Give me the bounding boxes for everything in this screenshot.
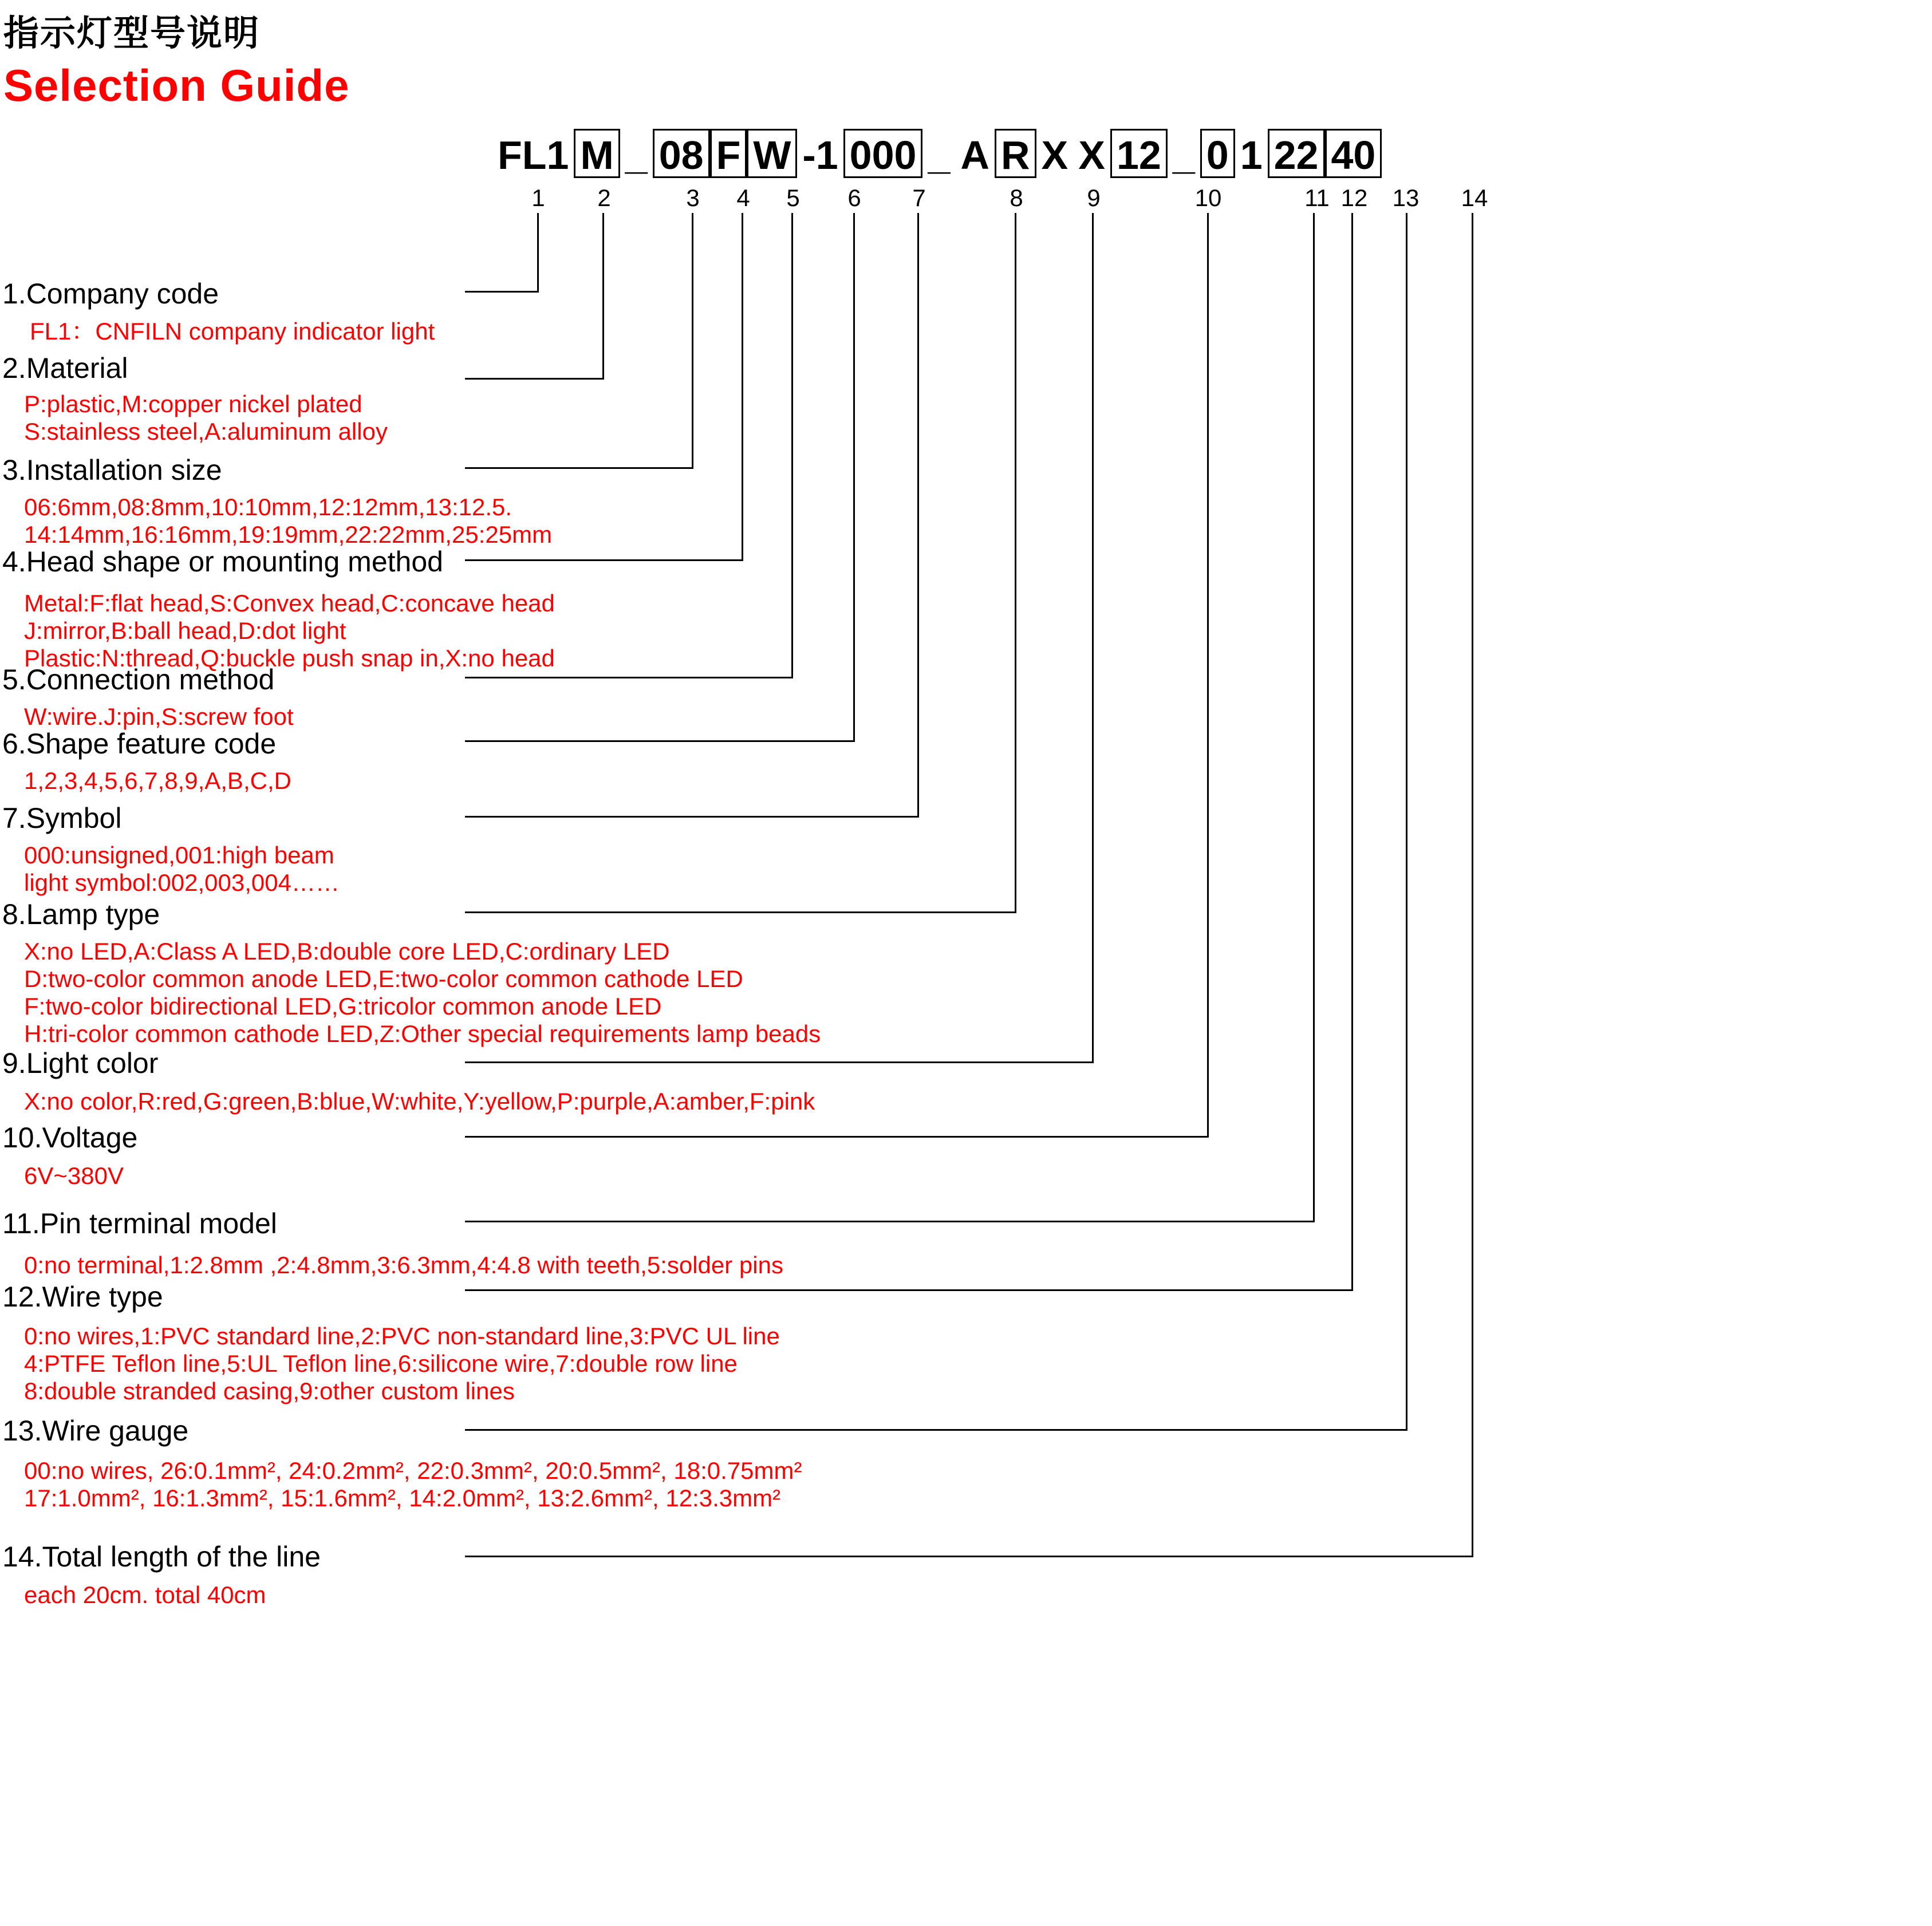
item-10-number: 10. [2, 1122, 42, 1154]
item-1-number: 1. [2, 278, 26, 310]
code-index-14: 14 [1461, 184, 1488, 211]
leader-v-2 [602, 213, 604, 378]
leader-v-12 [1351, 213, 1353, 1289]
code-segment-8: A [960, 133, 989, 177]
code-segment-2: M [574, 129, 620, 178]
leader-v-9 [1092, 213, 1094, 1061]
item-9-title: Light color [26, 1047, 159, 1079]
leader-v-11 [1313, 213, 1315, 1221]
item-7-heading [2, 802, 121, 835]
item-14-line-1: each 20cm. total 40cm [24, 1581, 266, 1608]
item-12-heading [2, 1280, 163, 1313]
code-segment-3: 08 [653, 129, 710, 178]
code-index-6: 6 [847, 184, 861, 211]
item-12-line-2: 4:PTFE Teflon line,5:UL Teflon line,6:silicone wire,7:double row line [24, 1350, 738, 1377]
code-segment-14: 40 [1325, 129, 1382, 178]
item-4-line-1: Metal:F:flat head,S:Convex head,C:concave head [24, 590, 555, 617]
leader-h-9 [465, 1061, 1094, 1063]
leader-v-10 [1207, 213, 1209, 1136]
item-4-heading [2, 545, 443, 578]
code-index-13: 13 [1392, 184, 1420, 211]
leader-v-8 [1015, 213, 1016, 911]
code-index-1: 1 [531, 184, 545, 211]
item-7-line-1: 000:unsigned,001:high beam [24, 842, 334, 869]
code-segment-7: 000 [843, 129, 923, 178]
item-2-heading [2, 352, 128, 385]
code-index-3: 3 [686, 184, 700, 211]
leader-h-2 [465, 378, 604, 380]
item-9-line-1: X:no color,R:red,G:green,B:blue,W:white,Y:yellow,P:purple,A:amber,F:pink [24, 1088, 815, 1115]
page-title-chinese: 指示灯型号说明 [3, 14, 261, 53]
item-4-title: Head shape or mounting method [26, 546, 443, 578]
item-9-number: 9. [2, 1047, 26, 1079]
item-4-line-2: J:mirror,B:ball head,D:dot light [24, 617, 346, 644]
item-8-line-3: F:two-color bidirectional LED,G:tricolor common anode LED [24, 993, 662, 1020]
code-segment-5: W [747, 129, 797, 178]
leader-h-10 [465, 1136, 1209, 1138]
item-8-number: 8. [2, 898, 26, 930]
item-2-line-2: S:stainless steel,A:aluminum alloy [24, 418, 388, 445]
item-7-line-2: light symbol:002,003,004…… [24, 869, 340, 896]
item-3-number: 3. [2, 454, 26, 486]
item-8-line-2: D:two-color common anode LED,E:two-color common cathode LED [24, 965, 743, 992]
code-segment-9: R [995, 129, 1036, 178]
item-6-heading [2, 727, 276, 760]
leader-h-4 [465, 559, 743, 561]
item-1-line-1: FL1：CNFILN company indicator light [30, 318, 435, 345]
code-separator-2: _ [928, 133, 951, 177]
item-11-heading [2, 1207, 277, 1240]
item-2-title: Material [26, 352, 128, 384]
code-segment-9c: X [1078, 133, 1105, 177]
code-segment-6: -1 [802, 133, 838, 177]
item-3-line-1: 06:6mm,08:8mm,10:10mm,12:12mm,13:12.5. [24, 494, 512, 520]
leader-h-3 [465, 467, 693, 469]
item-5-title: Connection method [26, 664, 275, 696]
item-13-line-2: 17:1.0mm², 16:1.3mm², 15:1.6mm², 14:2.0mm², 13:2.6mm², 12:3.3mm² [24, 1485, 781, 1511]
item-6-number: 6. [2, 728, 26, 760]
leader-h-5 [465, 677, 793, 678]
item-8-heading [2, 898, 160, 931]
leader-v-7 [917, 213, 919, 816]
code-separator-3: _ [1172, 133, 1195, 177]
item-10-title: Voltage [42, 1122, 138, 1154]
code-segment-10: 12 [1110, 129, 1168, 178]
code-index-2: 2 [597, 184, 611, 211]
item-7-title: Symbol [26, 802, 122, 834]
model-code-string [492, 129, 1382, 178]
item-7-number: 7. [2, 802, 26, 834]
code-index-12: 12 [1340, 184, 1368, 211]
item-3-title: Installation size [26, 454, 222, 486]
code-index-9: 9 [1087, 184, 1101, 211]
leader-h-13 [465, 1429, 1407, 1431]
item-13-title: Wire gauge [42, 1415, 189, 1447]
code-index-11: 11 [1304, 184, 1330, 211]
item-11-number: 11. [2, 1207, 40, 1240]
code-separator-1: _ [625, 133, 648, 177]
item-11-title: Pin terminal model [40, 1207, 277, 1240]
leader-h-12 [465, 1289, 1353, 1291]
item-5-number: 5. [2, 664, 26, 696]
item-12-line-3: 8:double stranded casing,9:other custom lines [24, 1378, 515, 1404]
item-13-number: 13. [2, 1415, 42, 1447]
item-13-heading [2, 1414, 188, 1447]
item-4-line-3: Plastic:N:thread,Q:buckle push snap in,X:no head [24, 645, 555, 672]
leader-v-6 [853, 213, 855, 740]
item-3-line-2: 14:14mm,16:16mm,19:19mm,22:22mm,25:25mm [24, 521, 553, 548]
code-index-7: 7 [912, 184, 926, 211]
code-segment-11: 0 [1200, 129, 1235, 178]
item-1-title: Company code [26, 278, 219, 310]
item-5-line-1: W:wire.J:pin,S:screw foot [24, 703, 294, 730]
leader-v-4 [742, 213, 743, 559]
item-11-line-1: 0:no terminal,1:2.8mm ,2:4.8mm,3:6.3mm,4:4.8 with teeth,5:solder pins [24, 1252, 783, 1278]
page-title-english: Selection Guide [3, 60, 350, 110]
item-2-number: 2. [2, 352, 26, 384]
item-9-heading [2, 1047, 158, 1080]
leader-h-14 [465, 1556, 1473, 1557]
item-13-line-1: 00:no wires, 26:0.1mm², 24:0.2mm², 22:0.3mm², 20:0.5mm², 18:0.75mm² [24, 1457, 802, 1484]
leader-h-1 [465, 291, 539, 293]
item-12-number: 12. [2, 1281, 42, 1313]
leader-v-5 [791, 213, 793, 677]
code-segment-12: 1 [1240, 133, 1263, 177]
code-segment-4: F [710, 129, 747, 178]
item-8-line-4: H:tri-color common cathode LED,Z:Other special requirements lamp beads [24, 1020, 821, 1047]
code-index-10: 10 [1194, 184, 1222, 211]
code-segment-1: FL1 [498, 133, 569, 177]
code-segment-13: 22 [1268, 129, 1325, 178]
leader-h-8 [465, 911, 1016, 913]
item-12-title: Wire type [42, 1281, 163, 1313]
item-14-heading [2, 1540, 321, 1573]
leader-v-3 [692, 213, 693, 467]
item-10-heading [2, 1121, 137, 1154]
item-12-line-1: 0:no wires,1:PVC standard line,2:PVC non-standard line,3:PVC UL line [24, 1323, 780, 1349]
item-8-line-1: X:no LED,A:Class A LED,B:double core LED,C:ordinary LED [24, 938, 670, 965]
item-2-line-1: P:plastic,M:copper nickel plated [24, 390, 362, 417]
item-1-heading [2, 277, 219, 310]
item-6-title: Shape feature code [26, 728, 277, 760]
item-8-title: Lamp type [26, 898, 160, 930]
code-index-4: 4 [736, 184, 750, 211]
item-14-number: 14. [2, 1541, 42, 1573]
leader-v-13 [1406, 213, 1407, 1429]
code-index-5: 5 [786, 184, 800, 211]
leader-h-11 [465, 1221, 1315, 1222]
item-5-heading [2, 663, 274, 696]
item-6-line-1: 1,2,3,4,5,6,7,8,9,A,B,C,D [24, 767, 291, 794]
leader-v-1 [537, 213, 539, 291]
leader-h-6 [465, 740, 855, 742]
item-10-line-1: 6V~380V [24, 1162, 124, 1189]
code-segment-9b: X [1041, 133, 1068, 177]
item-4-number: 4. [2, 546, 26, 578]
item-14-title: Total length of the line [42, 1541, 321, 1573]
code-index-8: 8 [1010, 184, 1023, 211]
item-3-heading [2, 453, 222, 487]
leader-h-7 [465, 816, 919, 818]
leader-v-14 [1472, 213, 1473, 1556]
